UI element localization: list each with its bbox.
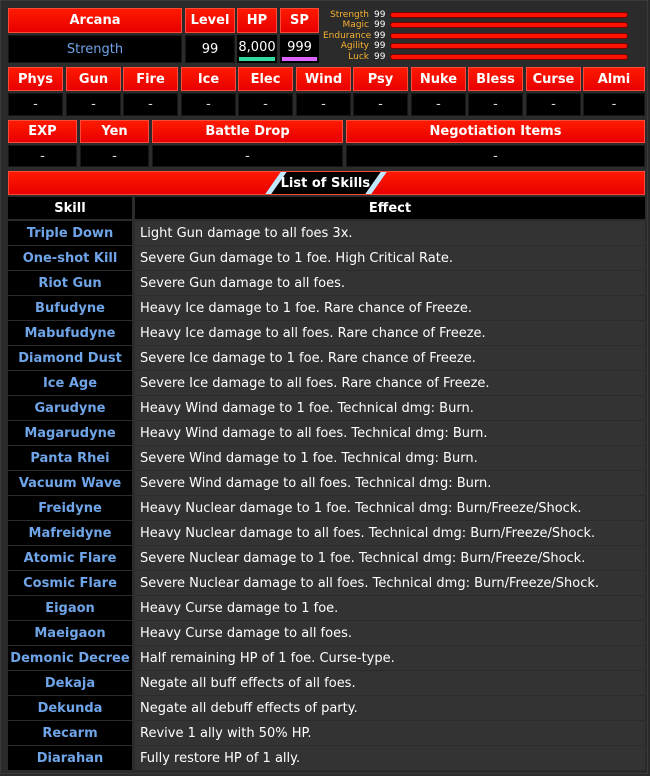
affinity-header-psy: Psy — [353, 67, 408, 91]
affinity-value-wind: - — [296, 93, 351, 116]
affinity-value-gun: - — [66, 93, 121, 116]
skills-title-text: List of Skills — [281, 175, 371, 191]
sp-bar — [282, 57, 317, 61]
affinity-value-ice: - — [181, 93, 236, 116]
skill-row — [8, 546, 645, 570]
skill-effect: Heavy Wind damage to 1 foe. Technical dmg: Burn. — [135, 396, 645, 420]
affinity-header-almi: Almi — [583, 67, 645, 91]
reward-value-yen: - — [80, 145, 149, 167]
skill-effect: Heavy Nuclear damage to 1 foe. Technical dmg: Burn/Freeze/Shock. — [135, 496, 645, 520]
skill-effect: Negate all buff effects of all foes. — [135, 671, 645, 695]
sp-header: SP — [280, 8, 319, 33]
skill-row — [8, 746, 645, 770]
skill-name-link[interactable]: One-shot Kill — [8, 246, 132, 270]
skill-effect: Fully restore HP of 1 ally. — [135, 746, 645, 770]
stat-label-agility: Agility — [340, 41, 369, 51]
arcana-header: Arcana — [8, 8, 182, 33]
reward-header-negotiation-items: Negotiation Items — [346, 120, 645, 143]
skill-name-link[interactable]: Mabufudyne — [8, 321, 132, 345]
effect-column-header: Effect — [135, 197, 645, 219]
affinity-value-almi: - — [583, 93, 645, 116]
skill-row — [8, 696, 645, 720]
skill-effect: Severe Wind damage to all foes. Technical dmg: Burn. — [135, 471, 645, 495]
skill-row — [8, 521, 645, 545]
skill-name-link[interactable]: Atomic Flare — [8, 546, 132, 570]
skill-row — [8, 571, 645, 595]
skill-row — [8, 271, 645, 295]
stat-value-luck: 99 — [374, 52, 386, 62]
affinity-value-fire: - — [123, 93, 178, 116]
skill-row — [8, 221, 645, 245]
skill-name-link[interactable]: Mafreidyne — [8, 521, 132, 545]
skill-row — [8, 646, 645, 670]
skill-row — [8, 371, 645, 395]
hp-header: HP — [237, 8, 277, 33]
skill-effect: Severe Gun damage to 1 foe. High Critical Rate. — [135, 246, 645, 270]
reward-header-exp: EXP — [8, 120, 77, 143]
reward-value-exp: - — [8, 145, 77, 167]
skill-name-link[interactable]: Vacuum Wave — [8, 471, 132, 495]
affinity-header-phys: Phys — [8, 67, 63, 91]
skill-row — [8, 721, 645, 745]
skill-column-header: Skill — [8, 197, 132, 219]
stat-value-agility: 99 — [374, 41, 386, 51]
hp-bar — [239, 57, 275, 61]
stat-bar-endurance — [390, 33, 628, 39]
skill-effect: Severe Ice damage to all foes. Rare chance of Freeze. — [135, 371, 645, 395]
skill-row — [8, 621, 645, 645]
hp-value — [237, 35, 277, 63]
affinity-value-curse: - — [526, 93, 581, 116]
skill-name-link[interactable]: Panta Rhei — [8, 446, 132, 470]
skill-row — [8, 496, 645, 520]
affinity-value-nuke: - — [411, 93, 466, 116]
affinity-header-elec: Elec — [238, 67, 293, 91]
sp-value-text: 999 — [287, 39, 312, 55]
skill-row — [8, 346, 645, 370]
skill-row — [8, 296, 645, 320]
skill-name-link[interactable]: Recarm — [8, 721, 132, 745]
skill-effect: Revive 1 ally with 50% HP. — [135, 721, 645, 745]
stat-bar-strength — [390, 12, 628, 18]
skill-effect: Severe Nuclear damage to all foes. Technical dmg: Burn/Freeze/Shock. — [135, 571, 645, 595]
skill-effect: Negate all debuff effects of party. — [135, 696, 645, 720]
skills-title — [271, 172, 380, 194]
reward-header-battle-drop: Battle Drop — [152, 120, 343, 143]
affinity-value-bless: - — [468, 93, 523, 116]
affinity-header-bless: Bless — [468, 67, 523, 91]
hp-value-text: 8,000 — [238, 39, 276, 55]
skill-name-link[interactable]: Dekaja — [8, 671, 132, 695]
skill-row — [8, 421, 645, 445]
skill-name-link[interactable]: Bufudyne — [8, 296, 132, 320]
stat-bar-luck — [390, 54, 628, 60]
skill-row — [8, 396, 645, 420]
skill-effect: Severe Nuclear damage to 1 foe. Technical dmg: Burn/Freeze/Shock. — [135, 546, 645, 570]
skill-name-link[interactable]: Dekunda — [8, 696, 132, 720]
stat-label-endurance: Endurance — [323, 31, 372, 41]
affinity-header-wind: Wind — [296, 67, 351, 91]
stat-label-luck: Luck — [348, 52, 369, 62]
affinity-value-phys: - — [8, 93, 63, 116]
skill-row — [8, 596, 645, 620]
skill-row — [8, 446, 645, 470]
skill-row — [8, 246, 645, 270]
stat-value-magic: 99 — [374, 20, 386, 30]
skill-name-link[interactable]: Riot Gun — [8, 271, 132, 295]
level-value: 99 — [185, 35, 235, 63]
skill-name-link[interactable]: Ice Age — [8, 371, 132, 395]
skill-row — [8, 471, 645, 495]
skill-name-link[interactable]: Magarudyne — [8, 421, 132, 445]
skill-effect: Severe Ice damage to 1 foe. Rare chance of Freeze. — [135, 346, 645, 370]
skill-effect: Heavy Ice damage to all foes. Rare chance of Freeze. — [135, 321, 645, 345]
skill-effect: Heavy Curse damage to all foes. — [135, 621, 645, 645]
skill-name-link[interactable]: Freidyne — [8, 496, 132, 520]
skill-effect: Heavy Wind damage to all foes. Technical dmg: Burn. — [135, 421, 645, 445]
stat-bar-agility — [390, 43, 628, 49]
skill-effect: Severe Gun damage to all foes. — [135, 271, 645, 295]
sp-value — [280, 35, 319, 63]
skill-effect: Light Gun damage to all foes 3x. — [135, 221, 645, 245]
affinity-value-psy: - — [353, 93, 408, 116]
skill-name-link[interactable]: Cosmic Flare — [8, 571, 132, 595]
reward-value-negotiation-items: - — [346, 145, 645, 167]
level-header: Level — [185, 8, 235, 33]
affinity-header-gun: Gun — [66, 67, 121, 91]
affinity-header-nuke: Nuke — [411, 67, 466, 91]
skill-row — [8, 671, 645, 695]
skill-name-link[interactable]: Diamond Dust — [8, 346, 132, 370]
skill-name-link[interactable]: Demonic Decree — [8, 646, 132, 670]
affinity-value-elec: - — [238, 93, 293, 116]
stat-value-strength: 99 — [374, 10, 386, 20]
stat-label-magic: Magic — [342, 20, 369, 30]
skill-effect: Heavy Curse damage to 1 foe. — [135, 596, 645, 620]
skill-effect: Severe Wind damage to 1 foe. Technical dmg: Burn. — [135, 446, 645, 470]
skill-name-link[interactable]: Maeigaon — [8, 621, 132, 645]
skill-effect: Half remaining HP of 1 foe. Curse-type. — [135, 646, 645, 670]
skill-effect: Heavy Ice damage to 1 foe. Rare chance of Freeze. — [135, 296, 645, 320]
reward-header-yen: Yen — [80, 120, 149, 143]
skill-name-link[interactable]: Eigaon — [8, 596, 132, 620]
stat-bar-magic — [390, 22, 628, 28]
affinity-header-ice: Ice — [181, 67, 236, 91]
stat-label-strength: Strength — [330, 10, 369, 20]
affinity-header-fire: Fire — [123, 67, 178, 91]
reward-value-battle-drop: - — [152, 145, 343, 167]
skill-row — [8, 321, 645, 345]
stat-value-endurance: 99 — [374, 31, 386, 41]
skill-name-link[interactable]: Triple Down — [8, 221, 132, 245]
skill-name-link[interactable]: Diarahan — [8, 746, 132, 770]
skill-name-link[interactable]: Garudyne — [8, 396, 132, 420]
arcana-value: Strength — [8, 35, 182, 63]
skill-effect: Heavy Nuclear damage to all foes. Technical dmg: Burn/Freeze/Shock. — [135, 521, 645, 545]
affinity-header-curse: Curse — [526, 67, 581, 91]
